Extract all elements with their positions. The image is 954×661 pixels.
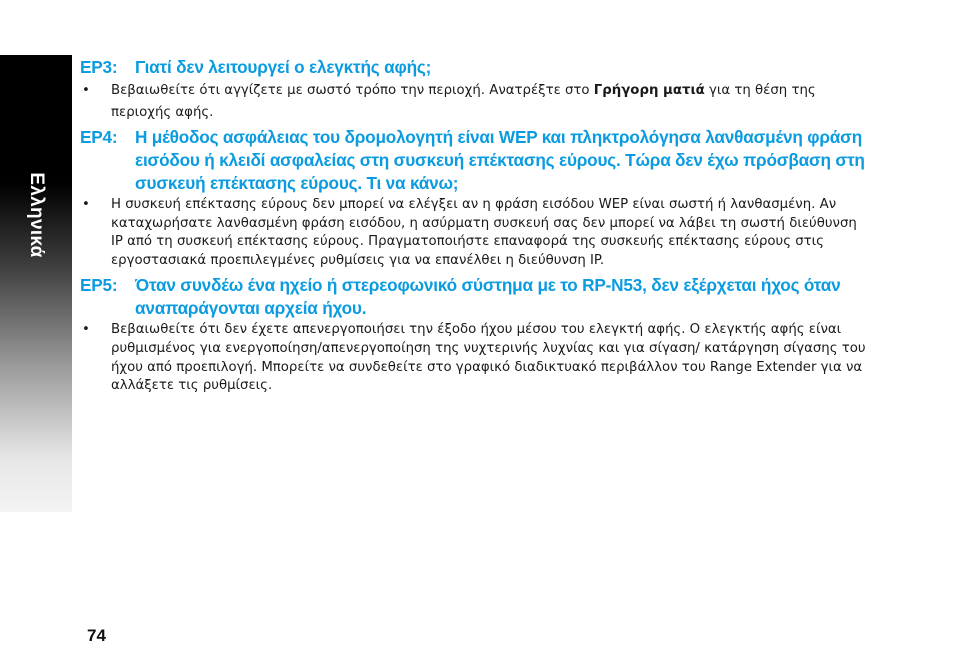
language-label: Ελληνικά	[26, 172, 47, 258]
faq-answer-ep5	[80, 321, 870, 395]
question-text: Η μέθοδος ασφάλειας του δρομολογητή είναι WEP και πληκτρολόγησα λανθασμένη φράση εισόδου ή κλειδί ασφαλείας στη συσκευή επέκτασης εύρους. Τώρα δεν έχω πρόσβαση στη συσκευή επέκτασης εύρους. Τι να κάνω;	[135, 127, 865, 193]
question-id: EP4:	[80, 127, 118, 147]
faq-answer-ep3	[80, 80, 870, 124]
faq-content	[80, 56, 870, 396]
question-id: EP5:	[80, 275, 118, 296]
faq-question-ep4	[80, 126, 870, 195]
answer-text: Η συσκευή επέκτασης εύρους δεν μπορεί να ελέγξει αν η φράση εισόδου WEP είναι σωστή ή λανθασμένη. Αν καταχωρήσατε λανθασμένη φράση εισόδου, η ασύρματη συσκευή σας δεν μπορεί να λάβει τη σωστή διεύθυνση IP από τη συσκευή επέκτασης εύρους. Πραγματοποιήστε επαναφορά της συσκευής επέκτασης εύρους στις εργοστασιακά προεπιλεγμένες ρυθμίσεις για να επανέλθει η διεύθυνση IP.	[111, 197, 857, 268]
page-number: 74	[87, 626, 106, 645]
question-id: EP3:	[80, 57, 118, 77]
bullet-icon: •	[82, 197, 90, 212]
bullet-icon: •	[82, 83, 90, 98]
question-text: Όταν συνδέω ένα ηχείο ή στερεοφωνικό σύστημα με το RP-N53, δεν εξέρχεται ήχος όταν αναπαράγονται αρχεία ήχου.	[135, 275, 841, 319]
faq-question-ep5	[80, 274, 870, 320]
faq-question-ep3	[80, 56, 870, 79]
bullet-icon: •	[82, 322, 90, 338]
answer-text: Βεβαιωθείτε ότι αγγίζετε με σωστό τρόπο την περιοχή. Ανατρέξτε στο Γρήγορη ματιά για τη θέση της περιοχής αφής.	[111, 83, 816, 120]
faq-answer-ep4	[80, 196, 870, 270]
question-text: Γιατί δεν λειτουργεί ο ελεγκτής αφής;	[135, 57, 432, 77]
answer-text: Βεβαιωθείτε ότι δεν έχετε απενεργοποιήσει την έξοδο ήχου μέσου του ελεγκτή αφής. Ο ελεγκτής αφής είναι ρυθμισμένος για ενεργοποίηση/απενεργοποίηση της νυχτερινής λυχνίας και για σίγαση/ κατάργηση σίγασης του ήχου από προεπιλογή. Μπορείτε να συνδεθείτε στο γραφικό διαδικτυακό περιβάλλον του Range Extender για να αλλάξετε τις ρυθμίσεις.	[111, 322, 866, 394]
quick-look-reference: Γρήγορη ματιά	[593, 83, 705, 98]
language-side-tab	[0, 55, 72, 512]
